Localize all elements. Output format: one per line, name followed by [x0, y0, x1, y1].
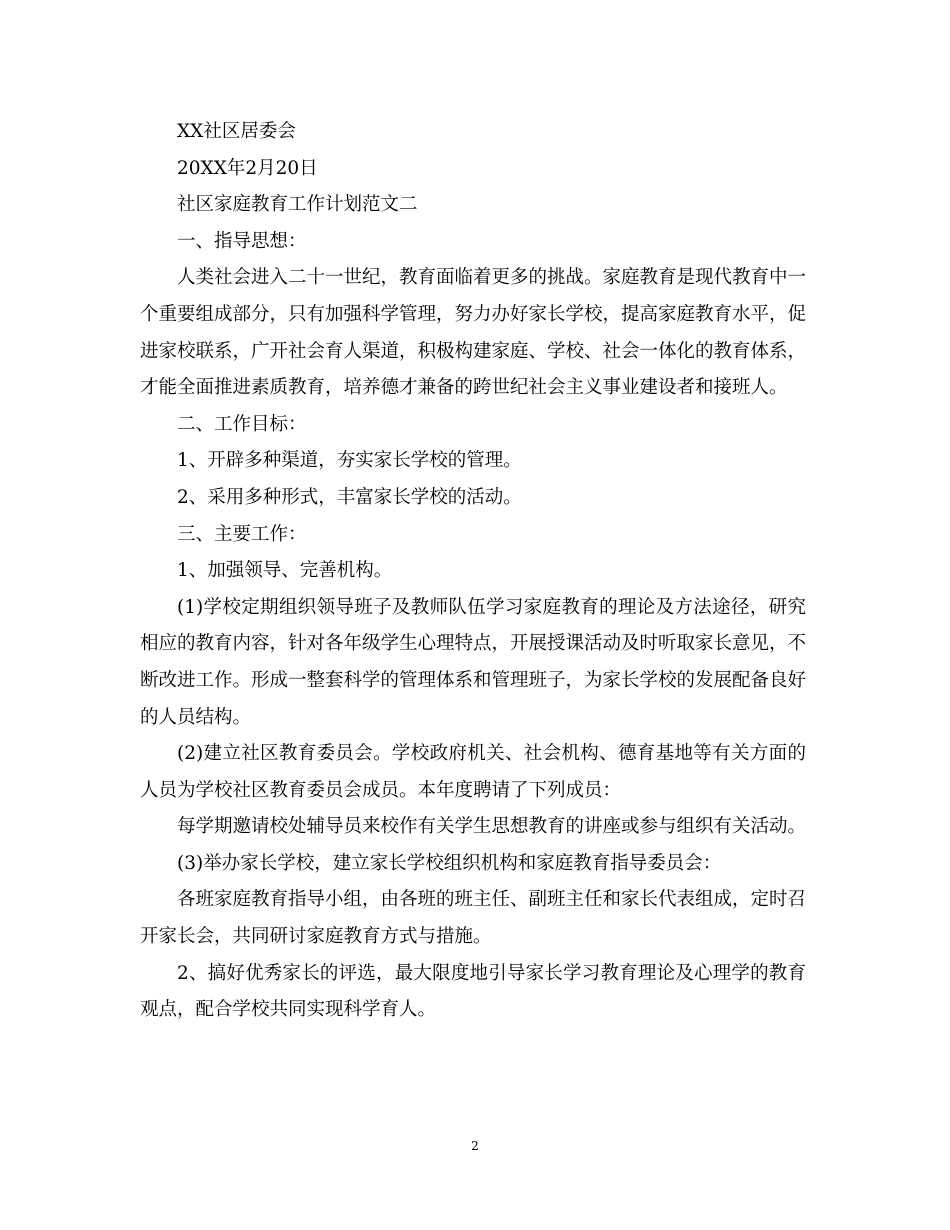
paragraph-guiding-ideology: 人类社会进入二十一世纪，教育面临着更多的挑战。家庭教育是现代教育中一个重要组成部分，只有加强科学管理，努力办好家长学校，提高家庭教育水平，促进家校联系，广开社会育人渠道，积极构建家庭、学校、社会一体化的教育体系，才能全面推进素质教育，培养德才兼备的跨世纪社会主义事业建设者和接班人。	[140, 267, 807, 399]
paragraph-guidance-groups: 各班家庭教育指导小组，由各班的班主任、副班主任和家长代表组成，定时召开家长会，共同研讨家庭教育方式与措施。	[140, 889, 807, 948]
goal-item-1: 1、开辟多种渠道，夯实家长学校的管理。	[177, 450, 522, 472]
work-subitem-1: (1)学校定期组织领导班子及教师队伍学习家庭教育的理论及方法途径，研究相应的教育内容，针对各年级学生心理特点，开展授课活动及时听取家长意见，不断改进工作。形成一整套科学的管理体系和管理班子，为家长学校的发展配备良好的人员结构。	[140, 596, 807, 728]
signature-date: 20XX年2月20日	[177, 157, 318, 179]
signature-organization: XX社区居委会	[177, 121, 296, 142]
document-body	[140, 114, 806, 1029]
heading-work-goals: 二、工作目标：	[177, 413, 307, 435]
work-subitem-2: (2)建立社区教育委员会。学校政府机关、社会机构、德育基地等有关方面的人员为学校社区教育委员会成员。本年度聘请了下列成员：	[140, 743, 806, 801]
work-item-2: 2、搞好优秀家长的评选，最大限度地引导家长学习教育理论及心理学的教育观点，配合学校共同实现科学育人。	[140, 962, 806, 1021]
page-number: 2	[471, 1139, 479, 1153]
paragraph-invite-counselors: 每学期邀请校处辅导员来校作有关学生思想教育的讲座或参与组织有关活动。	[177, 816, 807, 838]
work-item-1: 1、加强领导、完善机构。	[177, 560, 393, 582]
heading-guiding-ideology: 一、指导思想：	[177, 230, 307, 252]
work-subitem-3: (3)举办家长学校，建立家长学校组织机构和家庭教育指导委员会：	[177, 852, 722, 874]
heading-main-work: 三、主要工作：	[177, 523, 307, 545]
goal-item-2: 2、采用多种形式，丰富家长学校的活动。	[177, 486, 522, 508]
section-title: 社区家庭教育工作计划范文二	[177, 194, 418, 216]
